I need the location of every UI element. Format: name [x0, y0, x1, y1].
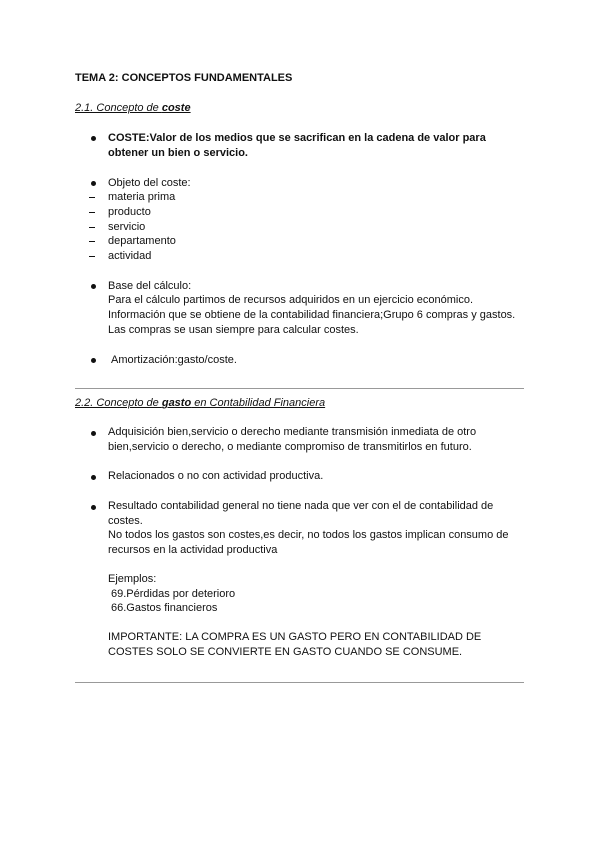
adquisicion-line-2: bien,servicio o derecho, o mediante compromiso de transmitirlos en futuro. — [108, 441, 472, 453]
list-item: producto — [108, 206, 151, 218]
ejemplos-label: Ejemplos: — [108, 573, 157, 585]
dash-icon — [89, 241, 95, 242]
base-label: Base del cálculo: — [108, 280, 192, 292]
bullet-icon — [91, 358, 96, 363]
importante-line-2: COSTES SOLO SE CONVIERTE EN GASTO CUANDO SE CONSUME. — [108, 646, 463, 658]
horizontal-divider — [75, 682, 524, 683]
ejemplo-item: 66.Gastos financieros — [111, 602, 218, 614]
coste-definition-line-1: COSTE:Valor de los medios que se sacrifican en la cadena de valor para — [108, 132, 486, 144]
dash-icon — [89, 212, 95, 213]
importante-line-1: IMPORTANTE: LA COMPRA ES UN GASTO PERO EN CONTABILIDAD DE — [108, 631, 482, 643]
resultado-line-1: Resultado contabilidad general no tiene nada que ver con el de contabilidad de — [108, 500, 494, 512]
list-item: departamento — [108, 235, 176, 247]
document-title: TEMA 2: CONCEPTOS FUNDAMENTALES — [75, 72, 293, 84]
resultado-line-4: recursos en la actividad productiva — [108, 544, 278, 556]
amortizacion-text: Amortización:gasto/coste. — [111, 354, 237, 366]
resultado-line-2: costes. — [108, 515, 143, 527]
ejemplo-item: 69.Pérdidas por deterioro — [111, 588, 236, 600]
relacionados-text: Relacionados o no con actividad productiva. — [108, 470, 324, 482]
horizontal-divider — [75, 388, 524, 389]
adquisicion-line-1: Adquisición bien,servicio o derecho mediante transmisión inmediata de otro — [108, 426, 477, 438]
base-text-line-1: Para el cálculo partimos de recursos adquiridos en un ejercicio económico. — [108, 294, 474, 306]
bullet-icon — [91, 505, 96, 510]
list-item: actividad — [108, 250, 152, 262]
dash-icon — [89, 256, 95, 257]
bullet-icon — [91, 136, 96, 141]
base-text-line-2: Información que se obtiene de la contabilidad financiera;Grupo 6 compras y gastos. — [108, 309, 516, 321]
coste-definition-line-2: obtener un bien o servicio. — [108, 147, 248, 159]
bullet-icon — [91, 475, 96, 480]
bullet-icon — [91, 284, 96, 289]
dash-icon — [89, 197, 95, 198]
section-heading-2-2: 2.2. Concepto de gasto en Contabilidad Financiera — [75, 397, 326, 409]
base-text-line-3: Las compras se usan siempre para calcular costes. — [108, 324, 359, 336]
section-heading-2-1: 2.1. Concepto de coste — [75, 102, 191, 114]
resultado-line-3: No todos los gastos son costes,es decir, no todos los gastos implican consumo de — [108, 529, 509, 541]
bullet-icon — [91, 431, 96, 436]
list-item: materia prima — [108, 191, 176, 203]
bullet-icon — [91, 181, 96, 186]
dash-icon — [89, 227, 95, 228]
list-item: servicio — [108, 221, 146, 233]
objeto-label: Objeto del coste: — [108, 177, 191, 189]
